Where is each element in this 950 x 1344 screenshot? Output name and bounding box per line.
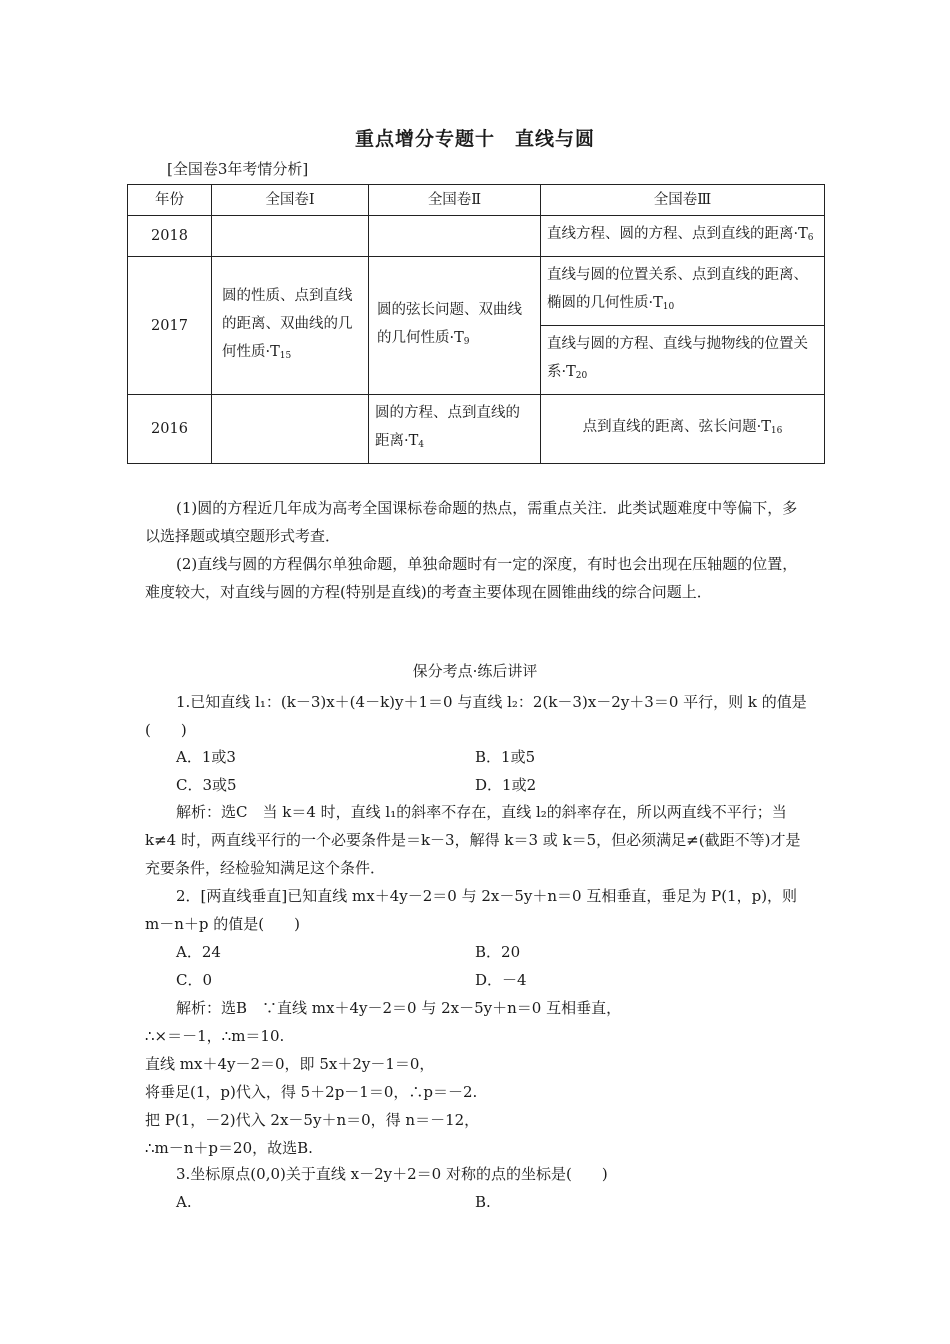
q2-analysis-line: 直线 mx＋4y－2＝0，即 5x＋2y－1＝0，	[145, 1055, 435, 1073]
q2-analysis-line: 把 P(1，－2)代入 2x－5y＋n＝0，得 n＝－12，	[145, 1111, 480, 1129]
q1-option-b: B．1或5	[475, 748, 536, 766]
year-cell: 2017	[128, 257, 212, 395]
q2-option-d: D．－4	[475, 971, 527, 989]
q2-option-a: A．24	[176, 943, 221, 961]
question-2-stem: 2．[两直线垂直]已知直线 mx＋4y－2＝0 与 2x－5y＋n＝0 互相垂直，垂足为 P(1，p)，则 m－n＋p 的值是( )	[145, 887, 798, 933]
table-cell	[369, 216, 541, 257]
table-cell: 直线与圆的方程、直线与抛物线的位置关系$\cdot T_{20}$	[541, 326, 825, 395]
q1-option-c: C．3或5	[176, 776, 237, 794]
table-row	[128, 395, 825, 464]
header-paper-1: 全国卷Ⅰ	[212, 185, 369, 216]
header-paper-3: 全国卷Ⅲ	[541, 185, 825, 216]
table-cell	[212, 216, 369, 257]
table-row	[128, 216, 825, 257]
question-1-stem: 1.已知直线 l₁：(k－3)x＋(4－k)y＋1＝0 与直线 l₂：2(k－3)x－2y＋3＝0 平行，则 k 的值是( )	[145, 693, 807, 739]
table-cell: 直线与圆的位置关系、点到直线的距离、椭圆的几何性质$\cdot T_{10}$	[541, 257, 825, 326]
q2-analysis-line: ∴m－n＋p＝20，故选B.	[145, 1139, 313, 1157]
q1-option-d: D．1或2	[475, 776, 537, 794]
table-cell: 圆的弦长问题、双曲线的几何性质$\cdot T_9$	[369, 257, 541, 395]
q2-analysis-line: ∴×＝－1，∴m＝10.	[145, 1027, 285, 1045]
table-header-row	[128, 185, 825, 216]
table-cell: 点到直线的距离、弦长问题$\cdot T_{16}$	[541, 395, 825, 464]
header-year: 年份	[128, 185, 212, 216]
table-row	[128, 257, 825, 326]
question-3-stem: 3.坐标原点(0,0)关于直线 x－2y＋2＝0 对称的点的坐标是( )	[176, 1165, 608, 1183]
exam-analysis-table	[127, 184, 825, 464]
table-caption: [全国卷3年考情分析]	[167, 160, 309, 178]
q1-option-a: A．1或3	[176, 748, 236, 766]
page-title: 重点增分专题十 直线与圆	[354, 128, 595, 150]
year-cell: 2016	[128, 395, 212, 464]
q2-analysis-line: 将垂足(1，p)代入，得 5＋2p－1＝0，∴p＝－2.	[145, 1083, 478, 1101]
analysis-note-1: (1)圆的方程近几年成为高考全国课标卷命题的热点，需重点关注．此类试题难度中等偏下，多以选择题或填空题形式考查．	[145, 499, 798, 545]
analysis-note-2: (2)直线与圆的方程偶尔单独命题，单独命题时有一定的深度，有时也会出现在压轴题的位置，难度较大，对直线与圆的方程(特别是直线)的考查主要体现在圆锥曲线的综合问题上．	[145, 555, 798, 601]
question-1-analysis: 解析：选C 当 k＝4 时，直线 l₁的斜率不存在，直线 l₂的斜率存在，所以两直线不平行；当 k≠4 时，两直线平行的一个必要条件是＝k－3，解得 k＝3 或 k＝5，但必须满足≠(截距不等)才是充要条件，经检验知满足这个条件．	[145, 803, 801, 877]
q2-option-b: B．20	[475, 943, 521, 961]
section-heading: 保分考点·练后讲评	[412, 662, 538, 680]
q3-option-a: A.	[176, 1193, 192, 1211]
table-cell	[212, 395, 369, 464]
table-cell: 圆的性质、点到直线的距离、双曲线的几何性质$\cdot T_{15}$	[212, 257, 369, 395]
q2-option-c: C．0	[176, 971, 213, 989]
year-cell: 2018	[128, 216, 212, 257]
q3-option-b: B.	[475, 1193, 491, 1211]
q2-analysis-line: 解析：选B ∵直线 mx＋4y－2＝0 与 2x－5y＋n＝0 互相垂直，	[176, 999, 622, 1017]
header-paper-2: 全国卷Ⅱ	[369, 185, 541, 216]
table-cell: 圆的方程、点到直线的距离$\cdot T_4$	[369, 395, 541, 464]
table-cell: 直线方程、圆的方程、点到直线的距离$\cdot T_6$	[541, 216, 825, 257]
